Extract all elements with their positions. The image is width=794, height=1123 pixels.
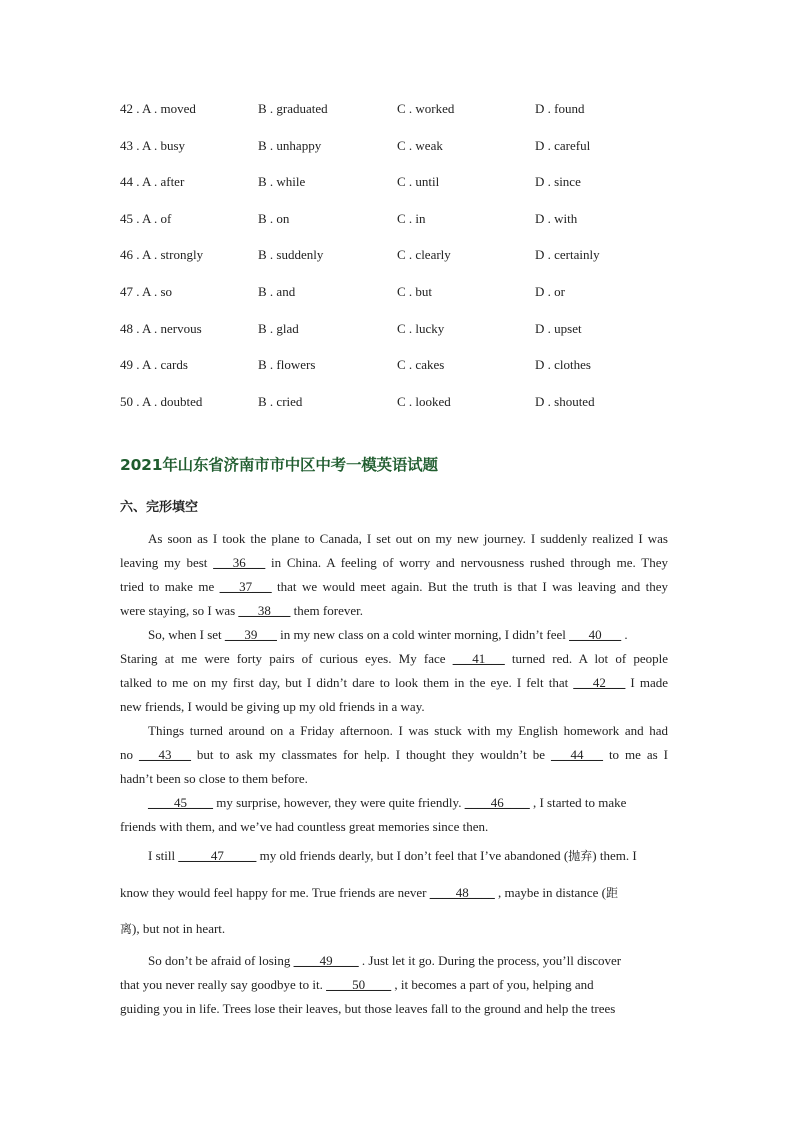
passage-line: 离), but not in heart. [120, 921, 226, 936]
option-c: C . worked [397, 101, 455, 116]
passage-line: friends with them, and we’ve had countless great memories since then. [120, 819, 489, 834]
option-a: 46 . A . strongly [120, 247, 204, 263]
option-b: B . suddenly [258, 247, 324, 263]
option-d: D . shouted [535, 393, 595, 409]
option-d: D . or [535, 283, 565, 299]
passage-line: tried to make me ___37___ that we would meet again. But the truth is that I was leaving and they [120, 579, 668, 594]
option-row-50 [120, 391, 680, 428]
passage-line: guiding you in life. Trees lose their leaves, but those leaves fall to the ground and help the trees [120, 1001, 616, 1016]
option-c: C . cakes [397, 357, 445, 373]
passage-line: no ___43___ but to ask my classmates for help. I thought they wouldn’t be ___44___ to me as I [120, 747, 668, 762]
passage-line: were staying, so I was ___38___ them forever. [120, 603, 363, 618]
blank-47[interactable]: _____47_____ [178, 848, 257, 863]
blank-42[interactable]: ___42___ [573, 675, 626, 690]
passage-line: ____45____ my surprise, however, they were quite friendly. ____46____ , I started to make [148, 795, 627, 810]
option-a: 49 . A . cards [120, 357, 188, 373]
option-d: D . careful [535, 137, 591, 153]
blank-48[interactable]: ____48____ [429, 885, 495, 900]
option-a: 48 . A . nervous [120, 320, 202, 336]
blank-44[interactable]: ___44___ [550, 747, 603, 762]
blank-45[interactable]: ____45____ [148, 795, 213, 810]
option-row-48 [120, 318, 680, 355]
passage-line: hadn’t been so close to them before. [120, 771, 308, 786]
blank-41[interactable]: ___41___ [452, 651, 505, 666]
option-row-43 [120, 135, 680, 172]
option-a: 50 . A . doubted [120, 393, 203, 409]
passage-line: Things turned around on a Friday afternoon. I was stuck with my English homework and had [148, 723, 668, 738]
option-a: 42 . A . moved [120, 101, 196, 116]
option-b: B . flowers [258, 357, 316, 373]
option-b: B . unhappy [258, 137, 322, 153]
option-d: D . clothes [535, 357, 591, 373]
answer-options [120, 98, 680, 427]
blank-49[interactable]: ____49____ [293, 953, 359, 968]
blank-37[interactable]: ___37___ [219, 579, 272, 594]
blank-46[interactable]: ____46____ [464, 795, 530, 810]
option-c: C . until [397, 174, 440, 190]
passage-line: that you never really say goodbye to it. ____50____ , it becomes a part of you, helping and [120, 977, 594, 992]
option-b: B . graduated [258, 101, 328, 116]
option-d: D . certainly [535, 247, 600, 263]
blank-39[interactable]: ___39___ [224, 627, 277, 642]
option-a: 44 . A . after [120, 174, 185, 190]
option-d: D . since [535, 174, 581, 190]
option-c: C . weak [397, 137, 443, 153]
option-row-45 [120, 208, 680, 245]
option-a: 43 . A . busy [120, 137, 186, 153]
option-c: C . clearly [397, 247, 451, 263]
option-a: 45 . A . of [120, 210, 172, 226]
passage-line: So don’t be afraid of losing ____49____ . Just let it go. During the process, you’ll discover [148, 953, 622, 968]
passage-line: Staring at me were forty pairs of curious eyes. My face ___41___ turned red. A lot of people [120, 651, 669, 666]
option-b: B . on [258, 210, 290, 226]
blank-38[interactable]: ___38___ [238, 603, 291, 618]
option-row-47 [120, 281, 680, 318]
option-a: 47 . A . so [120, 283, 173, 299]
passage-line: leaving my best ___36___ in China. A feeling of worry and nervousness rushed through me. They [120, 555, 668, 570]
passage-line: So, when I set ___39___ in my new class on a cold winter morning, I didn’t feel ___40___ . [148, 627, 628, 642]
passage-line: talked to me on my first day, but I didn’t dare to look them in the eye. I felt that ___42___ I made [120, 675, 668, 690]
option-row-46 [120, 244, 680, 281]
option-c: C . looked [397, 393, 451, 409]
option-d: D . upset [535, 320, 582, 336]
option-b: B . and [258, 283, 296, 299]
option-b: B . glad [258, 320, 299, 336]
option-c: C . but [397, 283, 433, 299]
option-b: B . cried [258, 393, 303, 409]
blank-40[interactable]: ___40___ [569, 627, 622, 642]
option-c: C . lucky [397, 320, 445, 336]
passage-line: know they would feel happy for me. True friends are never ____48____ , maybe in distance (距 [120, 885, 618, 900]
option-b: B . while [258, 174, 306, 190]
option-row-44 [120, 171, 680, 208]
passage-line: I still _____47_____ my old friends dearly, but I don’t feel that I’ve abandoned (抛弃) them. I [148, 848, 637, 863]
option-row-49 [120, 354, 680, 391]
option-c: C . in [397, 210, 426, 226]
option-row-42 [120, 98, 680, 135]
passage-line: new friends, I would be giving up my old friends in a way. [120, 699, 425, 714]
blank-50[interactable]: ____50____ [326, 977, 392, 992]
exam-title: 2021年山东省济南市市中区中考一模英语试题 [120, 456, 438, 474]
blank-36[interactable]: ___36___ [213, 555, 266, 570]
option-d: D . found [535, 101, 585, 116]
option-d: D . with [535, 210, 578, 226]
section-title: 六、完形填空 [120, 500, 199, 515]
passage-line: As soon as I took the plane to Canada, I set out on my new journey. I suddenly realized I was [148, 531, 668, 546]
blank-43[interactable]: ___43___ [138, 747, 191, 762]
